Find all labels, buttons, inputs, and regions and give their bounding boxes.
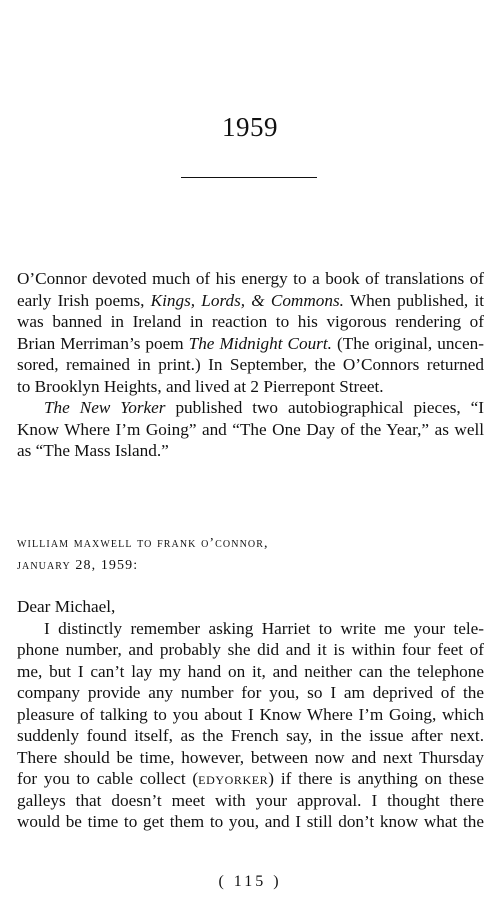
text-line: phone number, and probably she did and it is within four feet of [17, 640, 484, 659]
text-line: would be time to get them to you, and I still don’t know what the [17, 812, 484, 831]
text-line: O’Connor devoted much of his energy to a book of translations of [17, 269, 484, 288]
text-line: Brian Merriman’s poem The Midnight Court. (The original, uncen- [17, 333, 484, 353]
letter-salutation: Dear Michael, [17, 597, 116, 616]
text-line: company provide any number for you, so I am deprived of the [17, 683, 484, 702]
text-line: suddenly found itself, as the French say, in the issue after next. [17, 726, 484, 745]
intro-text [17, 268, 484, 462]
magazine-title: The New Yorker [44, 398, 166, 417]
text-line: me, but I can’t lay my hand on it, and neither can the telephone [17, 661, 484, 681]
text-line: early Irish poems, Kings, Lords, & Commons. When published, it [17, 290, 484, 310]
text-line: There should be time, however, between now and next Thursday [17, 747, 484, 767]
letter-heading-line: william maxwell to frank o’connor, [17, 536, 269, 551]
letter-body [17, 596, 484, 833]
text-line: galleys that doesn’t meet with your approval. I thought there [17, 790, 484, 810]
book-title: Kings, Lords, & Commons. [150, 290, 344, 310]
text-line: was banned in Ireland in reaction to his vigorous rendering of [17, 312, 484, 331]
text-line: I distinctly remember asking Harriet to write me your tele- [44, 618, 484, 638]
poem-title: The Midnight Court. [188, 333, 332, 353]
text-line: to Brooklyn Heights, and lived at 2 Pierrepont Street. [17, 376, 384, 396]
heading-rule [181, 177, 317, 178]
cable-address: edyorker [198, 769, 269, 788]
letter-heading [17, 533, 269, 577]
text-line: The New Yorker published two autobiographical pieces, “I [44, 398, 485, 417]
text-line: for you to cable collect (edyorker) if there is anything on these [17, 769, 484, 788]
chapter-year-heading: 1959 [222, 112, 278, 142]
text-line: pleasure of talking to you about I Know Where I’m Going, which [17, 704, 484, 724]
page-number: ( 115 ) [218, 873, 282, 890]
letter-heading-line: january 28, 1959: [17, 558, 139, 573]
text-line: as “The Mass Island.” [17, 441, 169, 460]
text-line: Know Where I’m Going” and “The One Day of the Year,” as well [17, 419, 484, 439]
text-line: sored, remained in print.) In September, the O’Connors returned [17, 355, 484, 374]
